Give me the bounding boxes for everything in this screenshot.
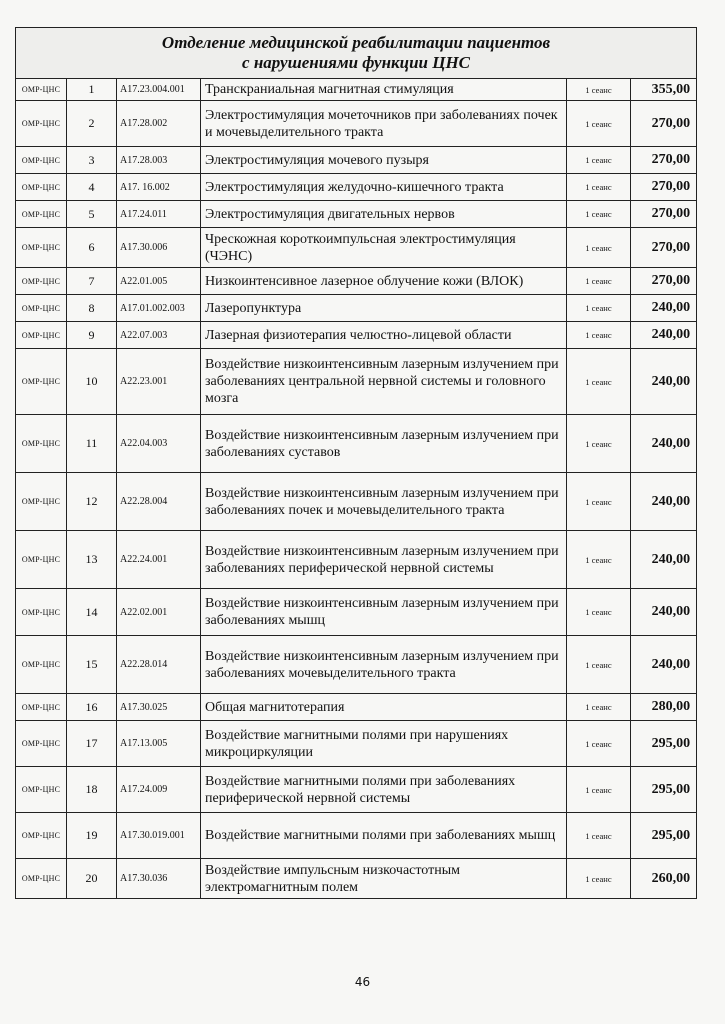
unit-cell: 1 сеанс: [567, 721, 631, 767]
unit-cell: 1 сеанс: [567, 589, 631, 636]
service-name-cell: Электростимуляция желудочно-кишечного тракта: [201, 174, 567, 201]
row-number-cell: 10: [67, 349, 117, 415]
price-table: [15, 27, 697, 899]
department-cell: ОМР-ЦНС: [16, 694, 67, 721]
row-number-cell: 6: [67, 228, 117, 268]
service-code-cell: А22.24.001: [117, 531, 201, 589]
row-number-cell: 8: [67, 295, 117, 322]
price-cell: 240,00: [631, 322, 697, 349]
price-cell: 240,00: [631, 636, 697, 694]
table-row: [16, 415, 697, 473]
service-code-cell: А17.28.002: [117, 101, 201, 147]
unit-cell: 1 сеанс: [567, 694, 631, 721]
service-name-cell: Электростимуляция двигательных нервов: [201, 201, 567, 228]
page-number: 46: [354, 975, 371, 989]
row-number-cell: 11: [67, 415, 117, 473]
department-cell: ОМР-ЦНС: [16, 636, 67, 694]
department-cell: ОМР-ЦНС: [16, 767, 67, 813]
department-cell: ОМР-ЦНС: [16, 79, 67, 101]
unit-cell: 1 сеанс: [567, 79, 631, 101]
unit-cell: 1 сеанс: [567, 349, 631, 415]
department-cell: ОМР-ЦНС: [16, 295, 67, 322]
table-row: [16, 79, 697, 101]
unit-cell: 1 сеанс: [567, 531, 631, 589]
price-cell: 270,00: [631, 268, 697, 295]
unit-cell: 1 сеанс: [567, 322, 631, 349]
service-name-cell: Воздействие магнитными полями при заболеваниях периферической нервной системы: [201, 767, 567, 813]
row-number-cell: 1: [67, 79, 117, 101]
row-number-cell: 15: [67, 636, 117, 694]
table-row: [16, 228, 697, 268]
unit-cell: 1 сеанс: [567, 813, 631, 859]
table-row: [16, 636, 697, 694]
row-number-cell: 18: [67, 767, 117, 813]
service-name-cell: Воздействие низкоинтенсивным лазерным излучением при заболеваниях мышц: [201, 589, 567, 636]
service-name-cell: Воздействие низкоинтенсивным лазерным излучением при заболеваниях периферической нервной системы: [201, 531, 567, 589]
price-cell: 240,00: [631, 349, 697, 415]
department-cell: ОМР-ЦНС: [16, 201, 67, 228]
service-name-cell: Воздействие низкоинтенсивным лазерным излучением при заболеваниях центральной нервной системы и головного мозга: [201, 349, 567, 415]
service-name-cell: Транскраниальная магнитная стимуляция: [201, 79, 567, 101]
service-name-cell: Воздействие магнитными полями при заболеваниях мышц: [201, 813, 567, 859]
section-header-row: [16, 28, 697, 79]
row-number-cell: 20: [67, 859, 117, 899]
service-name-cell: Низкоинтенсивное лазерное облучение кожи (ВЛОК): [201, 268, 567, 295]
department-cell: ОМР-ЦНС: [16, 147, 67, 174]
price-cell: 240,00: [631, 415, 697, 473]
service-code-cell: А17.24.009: [117, 767, 201, 813]
service-name-cell: Воздействие низкоинтенсивным лазерным излучением при заболеваниях мочевыделительного тракта: [201, 636, 567, 694]
price-cell: 295,00: [631, 813, 697, 859]
table-row: [16, 201, 697, 228]
price-cell: 270,00: [631, 147, 697, 174]
unit-cell: 1 сеанс: [567, 473, 631, 531]
table-row: [16, 813, 697, 859]
department-cell: ОМР-ЦНС: [16, 721, 67, 767]
department-cell: ОМР-ЦНС: [16, 589, 67, 636]
price-cell: 295,00: [631, 767, 697, 813]
unit-cell: 1 сеанс: [567, 636, 631, 694]
service-name-cell: Электростимуляция мочевого пузыря: [201, 147, 567, 174]
price-cell: 355,00: [631, 79, 697, 101]
service-code-cell: А17.01.002.003: [117, 295, 201, 322]
price-cell: 270,00: [631, 201, 697, 228]
price-cell: 270,00: [631, 101, 697, 147]
row-number-cell: 19: [67, 813, 117, 859]
row-number-cell: 12: [67, 473, 117, 531]
department-cell: ОМР-ЦНС: [16, 813, 67, 859]
price-cell: 240,00: [631, 531, 697, 589]
service-code-cell: А22.07.003: [117, 322, 201, 349]
row-number-cell: 2: [67, 101, 117, 147]
service-code-cell: А17.23.004.001: [117, 79, 201, 101]
service-code-cell: А22.28.014: [117, 636, 201, 694]
price-cell: 280,00: [631, 694, 697, 721]
row-number-cell: 14: [67, 589, 117, 636]
row-number-cell: 5: [67, 201, 117, 228]
service-name-cell: Электростимуляция мочеточников при заболеваниях почек и мочевыделительного тракта: [201, 101, 567, 147]
table-row: [16, 694, 697, 721]
service-name-cell: Лазеропунктура: [201, 295, 567, 322]
row-number-cell: 7: [67, 268, 117, 295]
table-row: [16, 295, 697, 322]
unit-cell: 1 сеанс: [567, 767, 631, 813]
service-name-cell: Воздействие низкоинтенсивным лазерным излучением при заболеваниях суставов: [201, 415, 567, 473]
section-title: [16, 28, 697, 79]
price-cell: 270,00: [631, 174, 697, 201]
unit-cell: 1 сеанс: [567, 268, 631, 295]
price-cell: 260,00: [631, 859, 697, 899]
department-cell: ОМР-ЦНС: [16, 415, 67, 473]
department-cell: ОМР-ЦНС: [16, 531, 67, 589]
service-code-cell: А22.01.005: [117, 268, 201, 295]
service-name-cell: Лазерная физиотерапия челюстно-лицевой области: [201, 322, 567, 349]
service-code-cell: А17.30.019.001: [117, 813, 201, 859]
unit-cell: 1 сеанс: [567, 201, 631, 228]
table-row: [16, 721, 697, 767]
table-row: [16, 473, 697, 531]
table-row: [16, 859, 697, 899]
table-row: [16, 147, 697, 174]
table-row: [16, 349, 697, 415]
table-row: [16, 531, 697, 589]
service-code-cell: А22.02.001: [117, 589, 201, 636]
service-code-cell: А22.28.004: [117, 473, 201, 531]
service-name-cell: Общая магнитотерапия: [201, 694, 567, 721]
unit-cell: 1 сеанс: [567, 415, 631, 473]
row-number-cell: 13: [67, 531, 117, 589]
table-row: [16, 767, 697, 813]
price-cell: 240,00: [631, 295, 697, 322]
unit-cell: 1 сеанс: [567, 174, 631, 201]
service-name-cell: Воздействие импульсным низкочастотным электромагнитным полем: [201, 859, 567, 899]
section-title-line-2: с нарушениями функции ЦНС: [242, 53, 471, 72]
row-number-cell: 3: [67, 147, 117, 174]
service-code-cell: А17.28.003: [117, 147, 201, 174]
service-code-cell: А17.24.011: [117, 201, 201, 228]
service-code-cell: А17.13.005: [117, 721, 201, 767]
department-cell: ОМР-ЦНС: [16, 473, 67, 531]
table-row: [16, 174, 697, 201]
section-title-line-1: Отделение медицинской реабилитации пациентов: [161, 33, 551, 52]
department-cell: ОМР-ЦНС: [16, 174, 67, 201]
service-name-cell: Воздействие низкоинтенсивным лазерным излучением при заболеваниях почек и мочевыделительного тракта: [201, 473, 567, 531]
row-number-cell: 9: [67, 322, 117, 349]
department-cell: ОМР-ЦНС: [16, 349, 67, 415]
service-code-cell: А17.30.006: [117, 228, 201, 268]
unit-cell: 1 сеанс: [567, 228, 631, 268]
department-cell: ОМР-ЦНС: [16, 322, 67, 349]
unit-cell: 1 сеанс: [567, 295, 631, 322]
unit-cell: 1 сеанс: [567, 101, 631, 147]
row-number-cell: 16: [67, 694, 117, 721]
service-code-cell: А22.04.003: [117, 415, 201, 473]
unit-cell: 1 сеанс: [567, 147, 631, 174]
table-row: [16, 589, 697, 636]
department-cell: ОМР-ЦНС: [16, 859, 67, 899]
service-name-cell: Чрескожная короткоимпульсная электростимуляция (ЧЭНС): [201, 228, 567, 268]
service-code-cell: А22.23.001: [117, 349, 201, 415]
row-number-cell: 4: [67, 174, 117, 201]
table-row: [16, 322, 697, 349]
service-name-cell: Воздействие магнитными полями при нарушениях микроциркуляции: [201, 721, 567, 767]
price-cell: 240,00: [631, 473, 697, 531]
row-number-cell: 17: [67, 721, 117, 767]
department-cell: ОМР-ЦНС: [16, 228, 67, 268]
unit-cell: 1 сеанс: [567, 859, 631, 899]
service-code-cell: А17.30.025: [117, 694, 201, 721]
department-cell: ОМР-ЦНС: [16, 268, 67, 295]
department-cell: ОМР-ЦНС: [16, 101, 67, 147]
service-code-cell: А17.30.036: [117, 859, 201, 899]
price-cell: 270,00: [631, 228, 697, 268]
table-row: [16, 268, 697, 295]
price-cell: 240,00: [631, 589, 697, 636]
table-row: [16, 101, 697, 147]
service-code-cell: А17. 16.002: [117, 174, 201, 201]
price-cell: 295,00: [631, 721, 697, 767]
